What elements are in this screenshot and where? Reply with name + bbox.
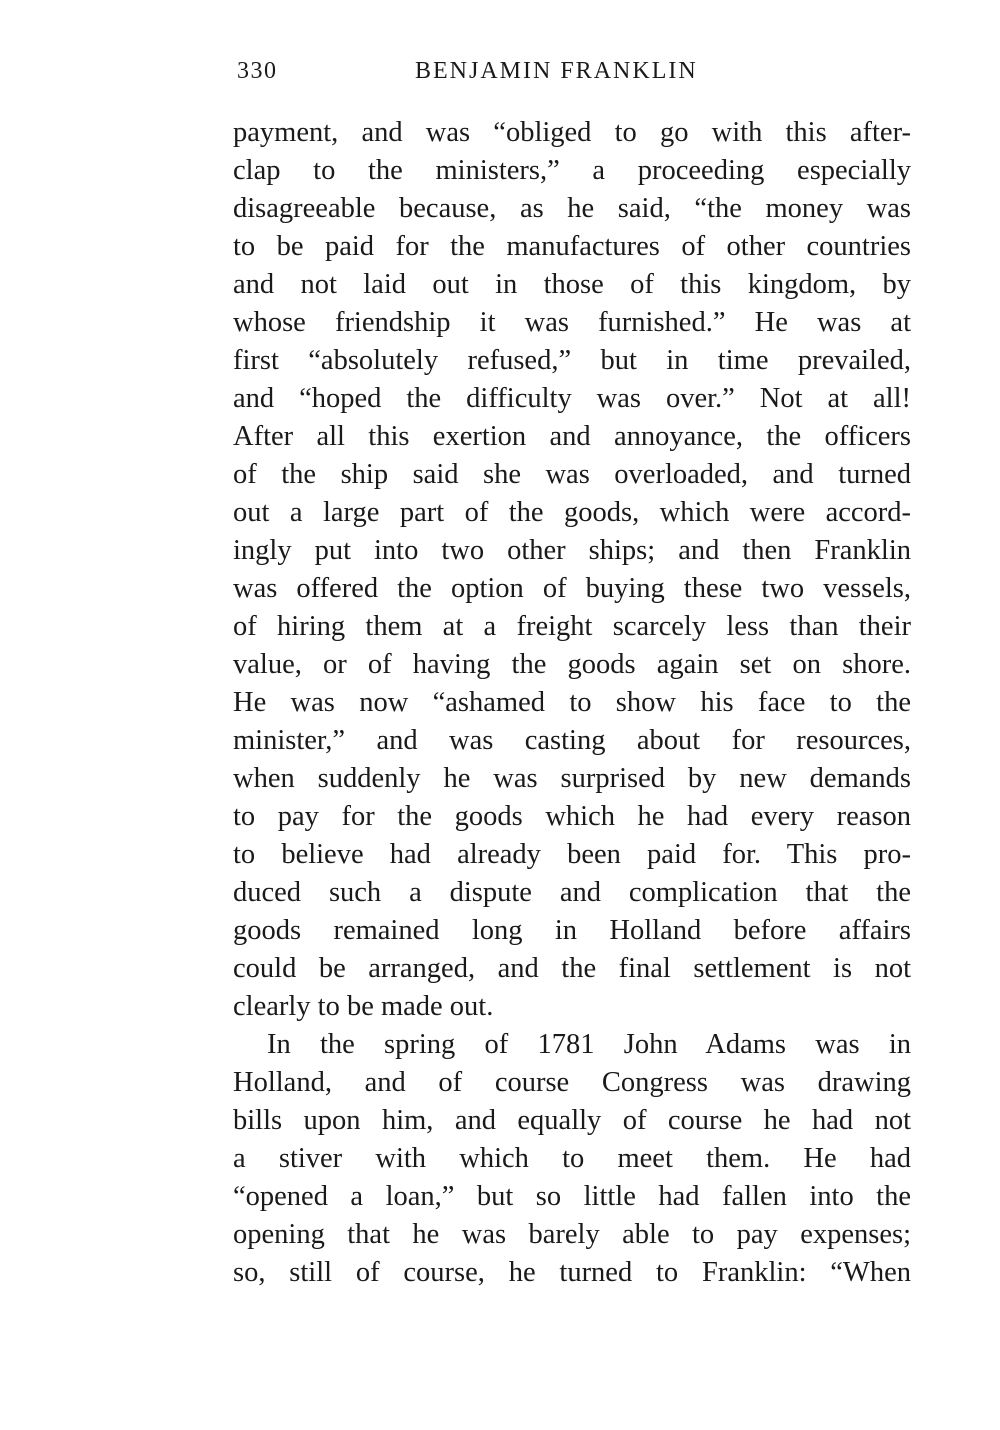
running-title: BENJAMIN FRANKLIN — [415, 58, 698, 84]
text-line: to believe had already been paid for. This pro- — [233, 839, 911, 870]
text-line: a stiver with which to meet them. He had — [233, 1143, 911, 1174]
body-text — [233, 114, 911, 1292]
text-line: clap to the ministers,” a proceeding especially — [233, 155, 911, 186]
text-line: Holland, and of course Congress was drawing — [233, 1067, 911, 1098]
text-line: payment, and was “obliged to go with this after- — [233, 117, 911, 148]
text-line: duced such a dispute and complication that the — [233, 877, 911, 908]
text-line: ingly put into two other ships; and then Franklin — [233, 535, 911, 566]
text-line: of hiring them at a freight scarcely less than their — [233, 611, 911, 642]
running-head — [233, 58, 911, 92]
text-line: when suddenly he was surprised by new demands — [233, 763, 911, 794]
text-line: He was now “ashamed to show his face to the — [233, 687, 911, 718]
text-line: to be paid for the manufactures of other countries — [233, 231, 911, 262]
text-line: minister,” and was casting about for resources, — [233, 725, 911, 756]
text-line: first “absolutely refused,” but in time prevailed, — [233, 345, 911, 376]
text-line: After all this exertion and annoyance, the officers — [233, 421, 911, 452]
text-line: to pay for the goods which he had every reason — [233, 801, 911, 832]
text-line: and not laid out in those of this kingdom, by — [233, 269, 911, 300]
text-line: out a large part of the goods, which were accord- — [233, 497, 911, 528]
text-line: bills upon him, and equally of course he had not — [233, 1105, 911, 1136]
text-line: disagreeable because, as he said, “the money was — [233, 193, 911, 224]
text-line: could be arranged, and the final settlement is not — [233, 953, 911, 984]
paragraph-1 — [233, 114, 911, 1026]
text-line: opening that he was barely able to pay expenses; — [233, 1219, 911, 1250]
text-line: clearly to be made out. — [233, 991, 494, 1022]
text-line: value, or of having the goods again set on shore. — [233, 649, 911, 680]
text-line: was offered the option of buying these two vessels, — [233, 573, 911, 604]
paragraph-2 — [233, 1026, 911, 1292]
text-line: In the spring of 1781 John Adams was in — [267, 1029, 911, 1060]
text-line: “opened a loan,” but so little had fallen into the — [233, 1181, 911, 1212]
book-page — [233, 58, 911, 1292]
text-line: whose friendship it was furnished.” He was at — [233, 307, 911, 338]
page-number: 330 — [237, 58, 278, 84]
text-line: goods remained long in Holland before affairs — [233, 915, 911, 946]
text-line: of the ship said she was overloaded, and turned — [233, 459, 911, 490]
text-line: so, still of course, he turned to Franklin: “When — [233, 1257, 911, 1288]
text-line: and “hoped the difficulty was over.” Not at all! — [233, 383, 911, 414]
